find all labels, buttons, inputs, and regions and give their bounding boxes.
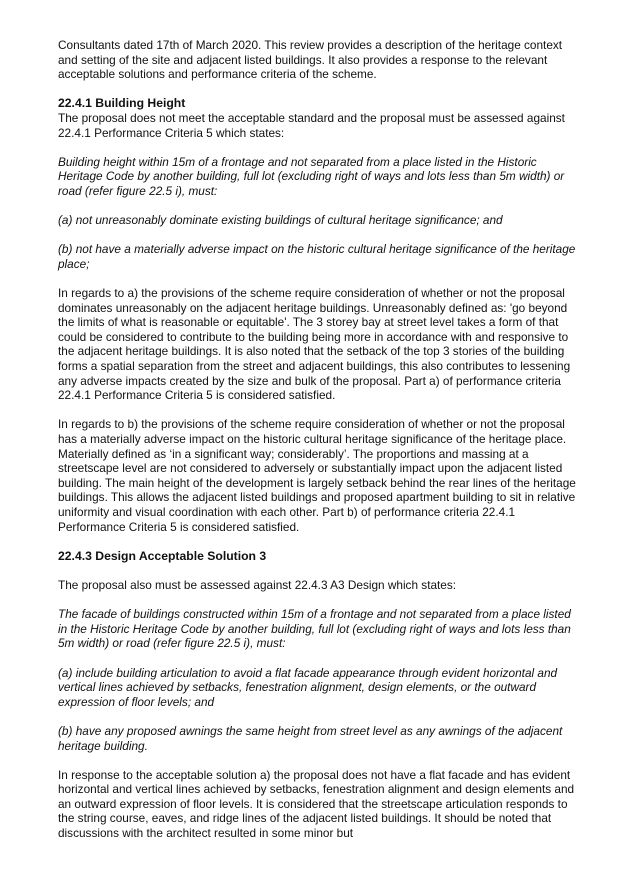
building-height-response-b: In regards to b) the provisions of the scheme require consideration of whether or not the proposal has a materially adverse impact on the historic cultural heritage significance of the heritage place. Materially defined as ‘in a significant way; considerably’. The proportions and massing at a streetscape level are not considered to adversely or substantially impact upon the adjacent listed building. The main height of the development is largely setback behind the rear lines of the heritage buildings. This allows the adjacent listed buildings and proposed apartment building to sit in relative uniformity and visual coordination with each other. Part b) of performance criteria 22.4.1 Performance Criteria 5 is considered satisfied. <box>58 417 576 534</box>
building-height-quote-a: (a) not unreasonably dominate existing buildings of cultural heritage significance; and <box>58 213 503 228</box>
building-height-quote: Building height within 15m of a frontage and not separated from a place listed in the Historic Heritage Code by another building, full lot (excluding right of ways and lots less than 5m width) or road (refer figure 22.5 i), must: <box>58 154 565 198</box>
design-quote: The facade of buildings constructed within 15m of a frontage and not separated from a place listed in the Historic Heritage Code by another building, full lot (excluding right of ways and lots less than 5m width) or road (refer figure 22.5 i), must: <box>58 607 571 651</box>
section-heading-design: 22.4.3 Design Acceptable Solution 3 <box>58 548 267 563</box>
intro-paragraph: Consultants dated 17th of March 2020. This review provides a description of the heritage context and setting of the site and adjacent listed buildings. It also provides a response to the relevant acceptable solutions and performance criteria of the scheme. <box>58 38 563 82</box>
section-heading-building-height: 22.4.1 Building Height <box>58 96 186 111</box>
design-lead: The proposal also must be assessed against 22.4.3 A3 Design which states: <box>58 577 457 592</box>
building-height-quote-b: (b) not have a materially adverse impact on the historic cultural heritage significance of the heritage place; <box>58 242 576 271</box>
design-quote-a: (a) include building articulation to avoid a flat facade appearance through evident horizontal and vertical lines achieved by setbacks, fenestration alignment, design elements, or the outward expression of floor levels; and <box>58 665 558 709</box>
building-height-lead: The proposal does not meet the acceptable standard and the proposal must be assessed against 22.4.1 Performance Criteria 5 which states: <box>58 110 565 140</box>
design-response: In response to the acceptable solution a) the proposal does not have a flat facade and has evident horizontal and vertical lines achieved by setbacks, fenestration alignment and design elements and an outward expression of floor levels. It is considered that the streetscape articulation responds to the string course, eaves, and ridge lines of the adjacent listed buildings. It should be noted that discussions with the architect resulted in some minor but <box>58 767 575 841</box>
building-height-response-a: In regards to a) the provisions of the scheme require consideration of whether or not the proposal dominates unreasonably on the adjacent heritage buildings. Unreasonably defined as: 'go beyond the limits of what is reasonable or equitable'. The 3 storey bay at street level takes a form of that could be considered to contribute to the building being more in accordance with and responsive to the adjacent heritage buildings. It is also noted that the setback of the top 3 stories of the building forms a spatial separation from the street and adjacent buildings, this also contributes to lessening any adverse impacts created by the size and bulk of the proposal. Part a) of performance criteria 22.4.1 Performance Criteria 5 is considered satisfied. <box>58 286 571 403</box>
design-quote-b: (b) have any proposed awnings the same height from street level as any awnings of the adjacent heritage building. <box>58 723 563 753</box>
